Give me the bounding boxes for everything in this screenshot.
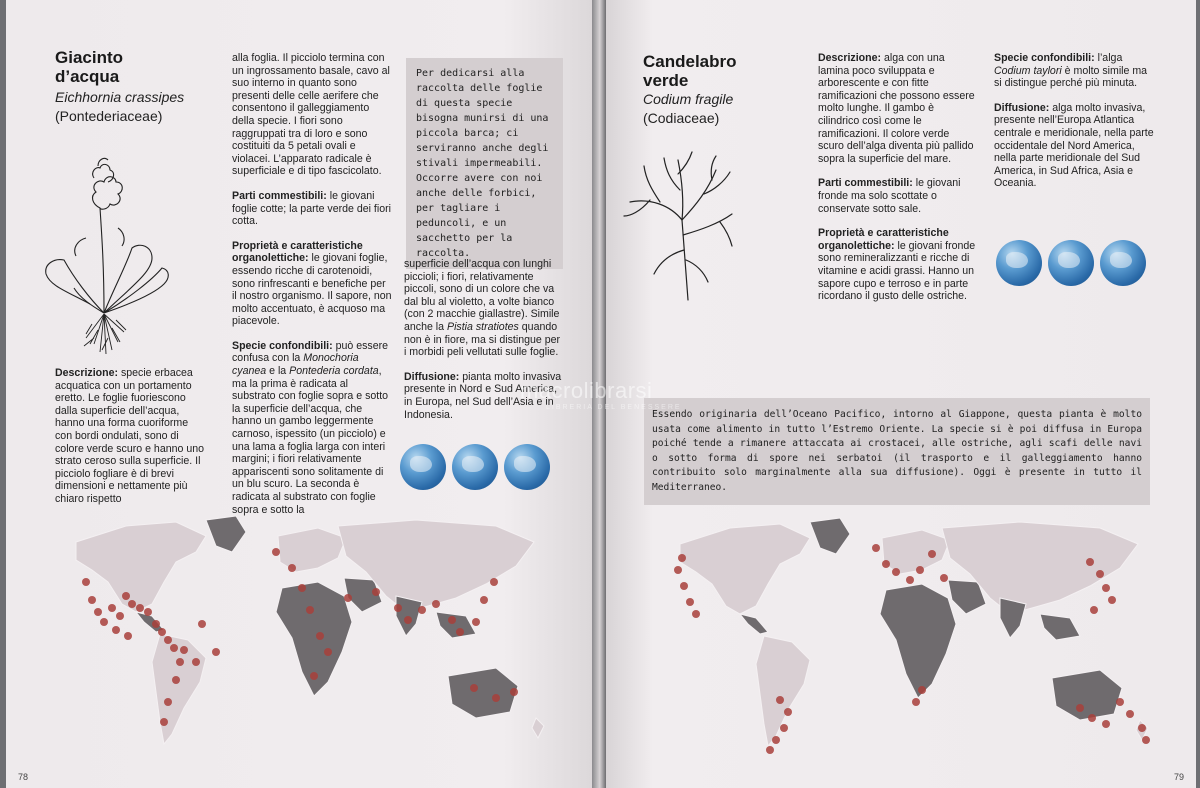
description-block (55, 367, 208, 506)
landmass-australia (448, 668, 518, 718)
globe-row (400, 444, 556, 495)
occurrence-dot (404, 616, 412, 624)
occurrence-dot (940, 574, 948, 582)
landmass-greenland (810, 518, 850, 554)
origin-info-box (644, 398, 1150, 505)
properties-text: le giovani foglie, essendo ricche di carotenoidi, sono rinfrescanti e benefiche per il nostro organismo. Il sapore, non molto accentuato, è acquoso ma piacevole. (232, 252, 392, 328)
edible-parts-label: Parti commestibili: (232, 189, 327, 202)
occurrence-dot (192, 658, 200, 666)
properties-text: le giovani fronde sono remineralizzanti e ricche di vitamine e acidi grassi. Hanno un sapore cupo e terroso e in parte ricordano il gusto delle ostriche. (818, 239, 976, 303)
similar-species-name: Codium taylori (994, 64, 1062, 77)
similar-species-name-1: Monochoria cyanea (232, 352, 359, 378)
occurrence-dot (674, 566, 682, 574)
occurrence-dot (772, 736, 780, 744)
globe-row (996, 240, 1152, 291)
column-2-intro: alla foglia. Il picciolo termina con un ingrossamento basale, cavo al suo interno in quanto sono presenti delle celle aerifere che consentono il galleggiamento della specie. I fiori sono raggruppati tra di loro e sono costituiti da 5 petali ovali e violacei. L’apparato radicale è superficiale e di tipo fascicolato. (232, 52, 390, 178)
occurrence-dot (158, 628, 166, 636)
distribution-text: pianta molto invasiva presente in Nord e Sud America, in Europa, nel Sud dell’Asia e in Indonesia. (404, 370, 562, 421)
occurrence-dot (88, 596, 96, 604)
column-3-text-2: quando non è in fiore, ma si distingue per i morbidi peli vellutati sulle foglie. (404, 320, 561, 359)
occurrence-dot (680, 582, 688, 590)
similar-species-text-3: , ma la prima è radicata al substrato con foglie sopra e sotto la superficie dell’acqua, che hanno un gambo leggermente carnoso, ispessito (un picciolo) e una lama a foglia larga con interi margini; i fiori relativamente appariscenti sono solitamente di un blu scuro. La seconda è radicata al substrato con foglie sopra e sotto la (232, 365, 389, 516)
occurrence-dot (472, 618, 480, 626)
occurrence-dot (882, 560, 890, 568)
occurrence-dot (128, 600, 136, 608)
occurrence-dot (470, 684, 478, 692)
watermark-tagline: LIBRERIA DEL BENESSERE (546, 404, 682, 411)
distribution-label: Diffusione: (994, 101, 1050, 114)
edible-parts-text: le giovani foglie cotte; la parte verde dei fiori cotta. (232, 189, 391, 228)
column-2-text (994, 52, 1154, 190)
landmass-india (396, 596, 422, 636)
properties (232, 240, 392, 328)
landmass-africa (880, 584, 956, 698)
column-3-continuation (404, 258, 564, 359)
occurrence-dot (124, 632, 132, 640)
right-page (606, 0, 1196, 788)
seaweed-illustration (620, 150, 740, 305)
occurrence-dot (172, 676, 180, 684)
globe-icon (504, 444, 550, 490)
occurrence-dot (916, 566, 924, 574)
landmass-south-america (152, 634, 206, 744)
globe-icon (996, 240, 1042, 286)
occurrence-dot (272, 548, 280, 556)
similar-species-label: Specie confondibili: (994, 52, 1095, 64)
occurrence-dot (180, 646, 188, 654)
plant-family: (Pontederiaceae) (55, 108, 163, 124)
occurrence-dot (176, 658, 184, 666)
globe-icon (400, 444, 446, 490)
latin-name: Eichhornia crassipes (55, 89, 185, 105)
similar-species-text-1: l’alga (1094, 52, 1123, 64)
occurrence-dot (1102, 720, 1110, 728)
occurrence-dot (324, 648, 332, 656)
occurrence-dot (316, 632, 324, 640)
occurrence-dot (492, 694, 500, 702)
occurrence-dot (306, 606, 314, 614)
occurrence-dot (344, 594, 352, 602)
landmass-southeast-asia (436, 612, 476, 638)
occurrence-dot (912, 698, 920, 706)
similar-species-label: Specie confondibili: (232, 339, 333, 352)
properties (818, 227, 978, 303)
occurrence-dot (288, 564, 296, 572)
occurrence-dot (170, 644, 178, 652)
edible-parts (818, 177, 978, 215)
latin-name: Codium fragile (643, 91, 734, 107)
distribution-text: alga molto invasiva, presente nell’Europa Atlantica centrale e meridionale, nella parte occidentale del Nord America, nella parte meridionale del Sud America, in Sud Africa, Asia e Oceania. (994, 101, 1154, 190)
occurrence-dot (480, 596, 488, 604)
description-label: Descrizione: (818, 52, 881, 64)
page-number: 79 (1174, 772, 1185, 782)
world-map (660, 514, 1160, 764)
occurrence-dot (1090, 606, 1098, 614)
occurrence-dot (164, 698, 172, 706)
similar-species-text-1: può essere confusa con la (232, 339, 389, 365)
edible-parts-text: le giovani fronde ma solo scottate o conservate sotto sale. (818, 177, 961, 215)
occurrence-dot (122, 592, 130, 600)
column-3-text-1: superficie dell’acqua con lunghi piccioli; i fiori, relativamente piccoli, sono di un colore che va dal blu al violetto, a volte bianco (con 2 macchie giallastre). Simile anche la (404, 258, 560, 333)
landmass-greenland (206, 516, 246, 552)
occurrence-dot (116, 612, 124, 620)
occurrence-dot (906, 576, 914, 584)
globe-icon (1100, 240, 1146, 286)
column-1-text (818, 52, 978, 303)
landmass-new-zealand (532, 718, 544, 738)
occurrence-dot (1142, 736, 1150, 744)
harvest-tip-text: Per dedicarsi alla raccolta delle foglie di questa specie bisogna munirsi di una piccola barca; ci serviranno anche degli stivali impermeabili. Occorre avere con noi anche delle forbici, per tagliare i peduncoli, e un sacchetto per la raccolta. (416, 68, 549, 259)
watermark (520, 378, 682, 411)
occurrence-dot (100, 618, 108, 626)
landmass-europe (278, 528, 346, 572)
distribution (994, 102, 1154, 190)
occurrence-dot (490, 578, 498, 586)
landmass-north-america (680, 524, 810, 614)
occurrence-dot (298, 584, 306, 592)
similar-species (232, 340, 392, 516)
occurrence-dot (928, 550, 936, 558)
description-label: Descrizione: (55, 367, 118, 379)
occurrence-dot (212, 648, 220, 656)
world-map (56, 512, 556, 762)
occurrence-dot (112, 626, 120, 634)
occurrence-dot (678, 554, 686, 562)
globe-icon (1048, 240, 1094, 286)
occurrence-dot (94, 608, 102, 616)
occurrence-dot (1108, 596, 1116, 604)
occurrence-dot (892, 568, 900, 576)
occurrence-dot (310, 672, 318, 680)
occurrence-dot (776, 696, 784, 704)
similar-species-text-2: e la (266, 365, 290, 378)
description-text: specie erbacea acquatica con un portamento eretto. Le foglie fuoriescono dalla superficie dell’acqua, hanno una forma cuoriforme con bordi ondulati, sono di colore verde scuro e hanno uno strato ceroso sulla superficie. Il picciolo fogliare è di brevi dimensioni e nettamente più chiaro rispetto (55, 367, 205, 505)
description-block (818, 52, 978, 165)
similar-species (994, 52, 1154, 90)
occurrence-dot (510, 688, 518, 696)
edible-parts-label: Parti commestibili: (818, 177, 913, 190)
occurrence-dot (1088, 714, 1096, 722)
occurrence-dot (1086, 558, 1094, 566)
occurrence-dot (136, 604, 144, 612)
occurrence-dot (918, 686, 926, 694)
species-title: Candelabro verde (643, 52, 737, 90)
distribution-label: Diffusione: (404, 370, 460, 383)
origin-info-text: Essendo originaria dell’Oceano Pacifico, intorno al Giappone, questa pianta è molto usata come alimento in tutto l’Estremo Oriente. La specie si è poi diffusa in Europa poiché tende a rimanere attaccata ai crostacei, alle ostriche, agli scafi delle navi o sotto forma di spore nei serbatoi (il trasporto e il galleggiamento hanno contribuito solo marginalmente alla sua diffusione). Oggi è presente in tutto il Mediterraneo. (652, 409, 1142, 493)
occurrence-dot (372, 588, 380, 596)
occurrence-dot (1096, 570, 1104, 578)
occurrence-dot (784, 708, 792, 716)
harvest-tip-box (406, 58, 563, 269)
occurrence-dot (418, 606, 426, 614)
occurrence-dot (152, 620, 160, 628)
landmass-australia (1052, 670, 1122, 720)
landmass-central-america (740, 614, 768, 634)
column-3-species: Pistia stratiotes (447, 320, 519, 333)
left-page (6, 0, 592, 788)
properties-label: Proprietà e caratteristiche organolettiche: (232, 239, 363, 265)
edible-parts (232, 190, 392, 228)
occurrence-dot (456, 628, 464, 636)
occurrence-dot (1102, 584, 1110, 592)
landmass-southeast-asia (1040, 614, 1080, 640)
occurrence-dot (448, 616, 456, 624)
globe-icon (452, 444, 498, 490)
occurrence-dot (160, 718, 168, 726)
water-hyacinth-illustration (34, 148, 174, 358)
occurrence-dot (1116, 698, 1124, 706)
occurrence-dot (164, 636, 172, 644)
properties-label: Proprietà e caratteristiche organolettiche: (818, 227, 949, 252)
column-2-text (232, 52, 392, 516)
occurrence-dot (394, 604, 402, 612)
occurrence-dot (1126, 710, 1134, 718)
occurrence-dot (1138, 724, 1146, 732)
landmass-india (1000, 598, 1026, 638)
landmass-europe (882, 530, 950, 574)
occurrence-dot (82, 578, 90, 586)
description-text: alga con una lamina poco sviluppata e arborescente e con fitte ramificazioni che possono essere molto lunghe. Il gambo è cilindrico così come le ramificazioni. Il colore verde scuro dell’alga diventa più pallido sopra la superficie del mare. (818, 52, 975, 165)
occurrence-dot (872, 544, 880, 552)
occurrence-dot (686, 598, 694, 606)
occurrence-dot (108, 604, 116, 612)
occurrence-dot (1076, 704, 1084, 712)
occurrence-dot (780, 724, 788, 732)
occurrence-dot (692, 610, 700, 618)
watermark-brand: macrolibrarsi (520, 378, 653, 403)
occurrence-dot (144, 608, 152, 616)
occurrence-dot (198, 620, 206, 628)
occurrence-dot (432, 600, 440, 608)
page-number: 78 (18, 772, 29, 782)
species-title: Giacinto d’acqua (55, 48, 124, 86)
similar-species-name-2: Pontederia cordata (289, 365, 379, 378)
similar-species-text-2: è molto simile ma si distingue perché più minuta. (994, 64, 1148, 90)
plant-family: (Codiaceae) (643, 110, 720, 126)
occurrence-dot (766, 746, 774, 754)
